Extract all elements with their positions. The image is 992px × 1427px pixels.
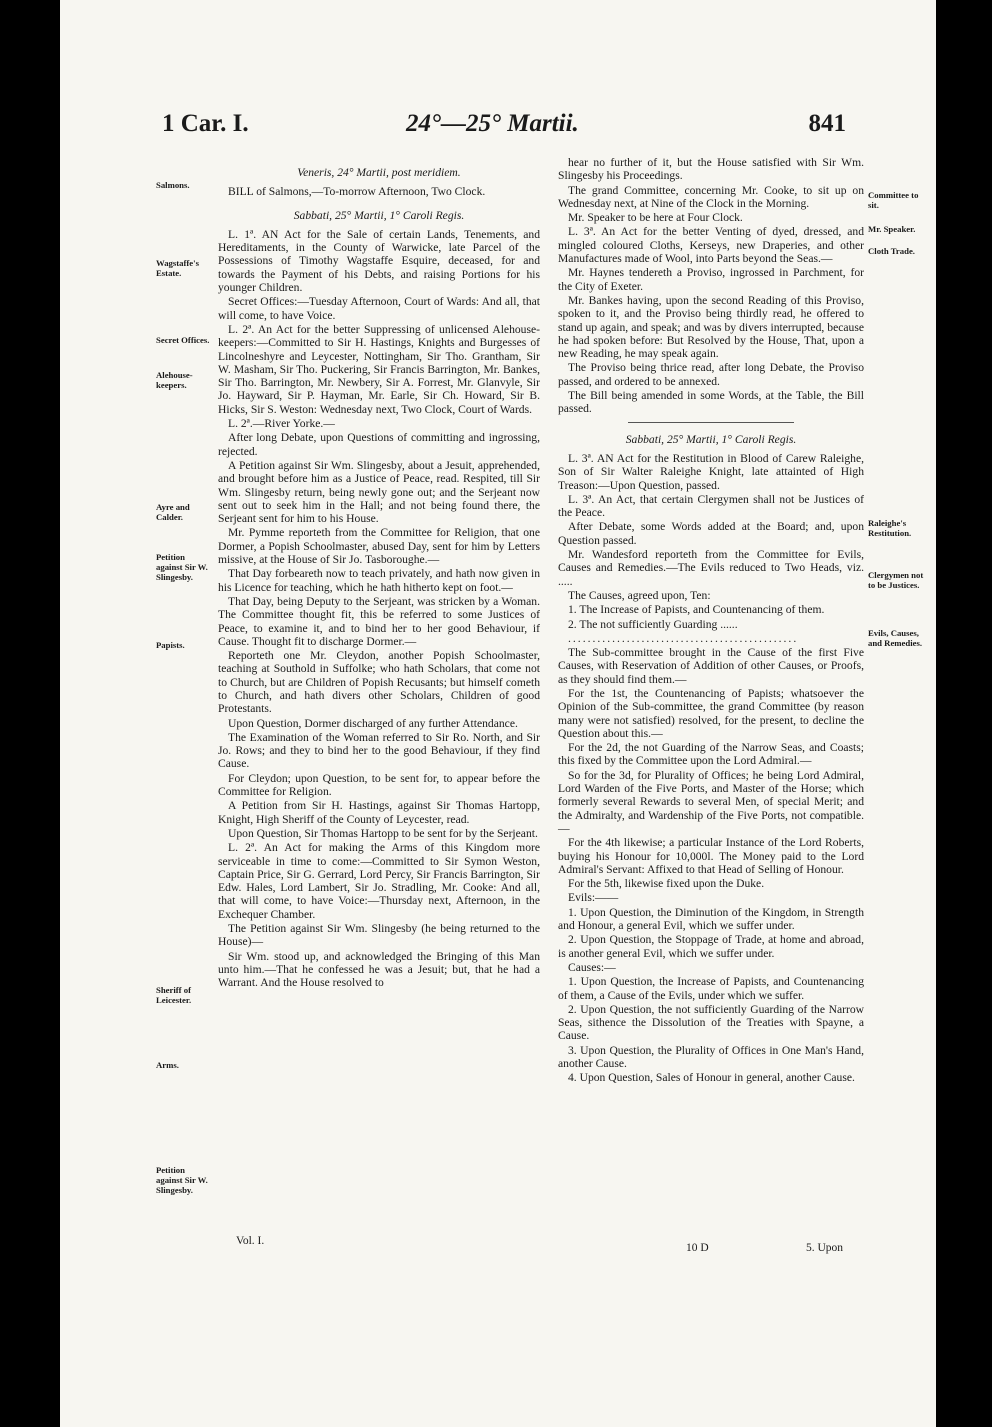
paragraph: L. 2ª.—River Yorke.— [228,417,335,431]
paragraph: The Examination of the Woman referred to Sir Ro. North, and Sir Jo. Rows; and they to bind her to the good Behaviour, if they find Cause. [218,730,540,771]
paragraph: 1. The Increase of Papists, and Countenancing of them. [568,603,825,617]
margin-note: Raleighe's Restitution. [868,518,912,538]
paragraph: That Day, being Deputy to the Serjeant, was stricken by a Woman. The Committee thought fit, this be referred to some Justices of Peace, to examine it, and to bind her to her good Behaviour, if Cause. Thought fit to discharge Dormer.— [218,594,540,648]
paragraph: Mr. Bankes having, upon the second Reading of this Proviso, spoken to it, and the Proviso being thirdly read, he offered to stand up again, and speak; and was by divers interrupted, because he had spoken before: But Resolved by the House, That, upon a new Reading, he may speak again. [558,293,864,361]
paragraph: Mr. Pymme reporteth from the Committee for Religion, that one Dormer, a Popish Schoolmaster, abused Day, sent for him by Letters missive, at the House of Sir Jo. Tasboroughe.— [218,526,540,567]
paragraph: L. 3ª. An Act, that certain Clergymen shall not be Justices of the Peace. [558,492,864,520]
paragraph: For the 1st, the Countenancing of Papists; whatsoever the Opinion of the Sub-committee, the grand Committee (by reason many were not satisfied) resolved, for the present, to decline the Question about this.— [558,686,864,740]
margin-note: Petition against Sir W. Slingesby. [156,552,208,582]
paragraph: 1. Upon Question, the Increase of Papists, and Countenancing of them, a Cause of the Evils, under which we suffer. [558,975,864,1002]
paragraph: The Sub-committee brought in the Cause of the first Five Causes, with Reservation of Addition of other Causes, or Proofs, as they should find them.— [558,646,864,686]
paragraph: For the 5th, likewise fixed upon the Duke. [568,877,765,891]
margin-note: Ayre and Calder. [156,502,190,522]
margin-note: Committee to sit. [868,190,919,210]
signature-mark: 10 D [686,1242,709,1254]
paragraph: For the 2d, the not Guarding of the Narrow Seas, and Coasts; this fixed by the Committee upon the Lord Admiral.— [558,741,864,768]
paragraph: Mr. Haynes tendereth a Proviso, ingrossed in Parchment, for the City of Exeter. [558,266,864,293]
paragraph: The Bill being amended in some Words, at the Table, the Bill passed. [558,389,864,416]
margin-note: Evils, Causes, and Remedies. [868,628,923,648]
margin-note: Papists. [156,640,185,650]
margin-note: Mr. Speaker. [868,224,916,234]
paragraph: Sir Wm. stood up, and acknowledged the Bringing of this Man unto him.—That he confessed he was a Jesuit; but, that he had a Warrant. And the House resolved to [218,949,540,990]
paragraph: L. 1ª. AN Act for the Sale of certain Lands, Tenements, and Hereditaments, in the County of Warwicke, late Parcel of the Possessions of Timothy Wagstaffe Esquire, deceased, for and towards the Payment of his Debts, and raising Portions for his younger Children. [218,227,540,295]
paragraph: The Petition against Sir Wm. Slingesby (he being returned to the House)— [218,922,540,949]
session-date-heading: Veneris, 24° Martii, post meridiem. [297,166,461,179]
margin-note: Secret Offices. [156,335,210,345]
volume-mark: Vol. I. [236,1235,265,1247]
paragraph: hear no further of it, but the House satisfied with Sir Wm. Slingesby his Proceedings. [558,156,864,183]
page [60,0,936,1427]
left-column [218,156,540,991]
paragraph: Evils:—— [568,891,619,905]
margin-note: Wagstaffe's Estate. [156,258,199,278]
paragraph: L. 3ª. An Act for the better Venting of dyed, dressed, and mingled coloured Cloths, Kerseys, new Draperies, and other Manufactures made of Wool, into Parts beyond the Seas.— [558,225,864,266]
margin-note: Alehouse-keepers. [156,370,193,390]
paragraph: L. 2ª. An Act for the better Suppressing of unlicensed Alehouse-keepers:—Committed to Sir H. Hastings, Knights and Burgesses of Lincolneshyre and Leycester, Nottingham, Sir Tho. Grantham, Sir W. Masham, Sir Tho. Puckering, Sir Francis Barrington, Mr. Bankes, Sir Tho. Barrington, Mr. Newbery, Sir A. Forrest, Mr. Glanvyle, Sir Jo. Hayward, Sir P. Hayman, Mr. Earle, Sir Ch. Howard, Sir B. Hicks, Sir S. Weston: Wednesday next, Two Clock, Court of Wards. [218,322,540,416]
paragraph: 2. Upon Question, the Stoppage of Trade, at home and abroad, is another general Evil, which we suffer under. [558,933,864,960]
header-dates: 24°—25° Martii. [406,110,579,137]
page-number: 841 [808,110,846,137]
margin-note: Petition against Sir W. Slingesby. [156,1165,208,1195]
paragraph: A Petition against Sir Wm. Slingesby, about a Jesuit, apprehended, and brought before him as a Justice of Peace, read. Respited, till Sir Wm. Slingesby return, being newly gone out; and the Serjeant now sent out to seek him in the Hall; and not being found there, the Serjeant sent for him to his House. [218,458,540,526]
paragraph: After Debate, some Words added at the Board; and, upon Question passed. [558,520,864,547]
right-column [558,156,864,1086]
paragraph: A Petition from Sir H. Hastings, against Sir Thomas Hartopp, Knight, High Sheriff of the County of Leycester, read. [218,799,540,826]
paragraph: Mr. Speaker to be here at Four Clock. [568,211,743,225]
margin-note: Cloth Trade. [868,246,915,256]
elision-dots: ............................................... [568,631,799,645]
margin-note: Salmons. [156,180,190,190]
margin-note: Arms. [156,1060,179,1070]
paragraph: 3. Upon Question, the Plurality of Offices in One Man's Hand, another Cause. [558,1043,864,1070]
paragraph: 2. The not sufficiently Guarding ...... [568,617,738,631]
paragraph: So for the 3d, for Plurality of Offices; he being Lord Admiral, Lord Warden of the Five Ports, and Master of the Horse; which formerly several Rewards to several Men, of special Merit; and the Admiralty, and Wardenship of the Five Ports, not compatible.— [558,768,864,835]
catchword: 5. Upon [806,1242,844,1254]
paragraph: The Proviso being thrice read, after long Debate, the Proviso passed, and ordered to be annexed. [558,361,864,388]
paragraph: That Day forbeareth now to teach privately, and hath now given in his Licence for teaching, which he hath hitherto kept on foot.— [218,567,540,594]
paragraph: L. 3ª. AN Act for the Restitution in Blood of Carew Raleighe, Son of Sir Walter Raleighe Knight, late attainted of High Treason:—Upon Question, passed. [558,451,864,492]
paragraph: After long Debate, upon Questions of committing and ingrossing, rejected. [218,431,540,458]
session-date-heading: Sabbati, 25° Martii, 1° Caroli Regis. [625,432,797,446]
paragraph: Upon Question, Sir Thomas Hartopp to be sent for by the Serjeant. [228,826,538,840]
paragraph: The Causes, agreed upon, Ten: [568,588,711,602]
header-regnal-year: 1 Car. I. [162,110,249,137]
paragraph: Reporteth one Mr. Cleydon, another Popish Schoolmaster, teaching at Southold in Suffolke; who hath Scholars, that come not to Church, but are Children of Popish Recusants; but himself cometh to Church, and hath divers other Scholars, Children of good Protestants. [218,649,540,716]
paragraph: The grand Committee, concerning Mr. Cooke, to sit up on Wednesday next, at Nine of the Clock in the Morning. [558,183,864,210]
running-header [106,110,866,154]
margin-note: Sheriff of Leicester. [156,985,192,1005]
paragraph: L. 2ª. An Act for making the Arms of this Kingdom more serviceable in time to come:—Committed to Sir Symon Weston, Captain Price, Sir G. Gerrard, Lord Percy, Sir Francis Barrington, Sir Edw. Hales, Lord Lambert, Sir Jo. Stradling, Mr. Cooke: And all, that will come, to have Voice:—Thursday next, Afternoon, in the Exchequer Chamber. [218,841,540,921]
margin-note: Clergymen not to be Justices. [868,570,924,590]
paragraph: 4. Upon Question, Sales of Honour in general, another Cause. [568,1071,855,1085]
paragraph: 2. Upon Question, the not sufficiently Guarding of the Narrow Seas, sithence the Dissolution of the Treaties with Spayne, a Cause. [558,1002,864,1043]
paragraph: Causes:— [568,960,616,974]
section-divider [628,422,794,423]
paragraph: BILL of Salmons,—To-morrow Afternoon, Two Clock. [228,185,486,199]
session-date-heading: Sabbati, 25° Martii, 1° Caroli Regis. [293,208,465,222]
paragraph: Upon Question, Dormer discharged of any further Attendance. [228,716,518,730]
paragraph: For the 4th likewise; a particular Instance of the Lord Roberts, buying his Honour for 10,000l. The Money paid to the Lord Admiral's Servant: Affixed to that Head of Selling of Honour. [558,836,864,876]
paragraph: For Cleydon; upon Question, to be sent for, to appear before the Committee for Religion. [218,771,540,799]
paragraph: Secret Offices:—Tuesday Afternoon, Court of Wards: And all, that will come, to have Voice. [218,295,540,322]
paragraph: 1. Upon Question, the Diminution of the Kingdom, in Strength and Honour, a general Evil, which we suffer under. [558,905,864,933]
paragraph: Mr. Wandesford reporteth from the Committee for Evils, Causes and Remedies.—The Evils reduced to Two Heads, viz. ..... [558,548,864,588]
